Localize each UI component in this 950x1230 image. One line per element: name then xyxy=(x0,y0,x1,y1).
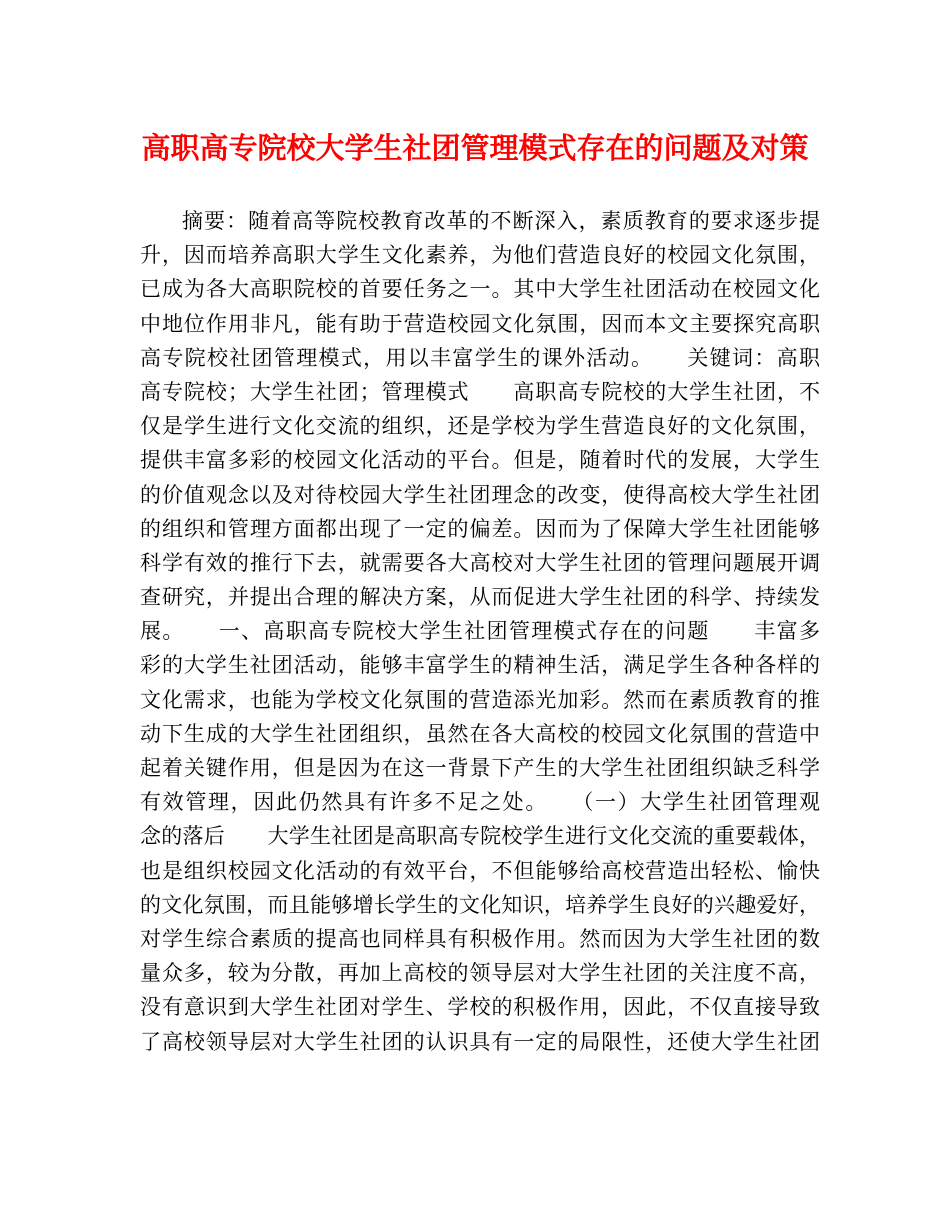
body-line: 念的落后 大学生社团是高职高专院校学生进行文化交流的重要载体， xyxy=(140,824,820,849)
body-line: 摘要：随着高等院校教育改革的不断深入，素质教育的要求逐步提 xyxy=(182,209,820,233)
body-line: 了高校领导层对大学生社团的认识具有一定的局限性，还使大学生社团 xyxy=(140,1029,820,1054)
body-line: 仅是学生进行文化交流的组织，还是学校为学生营造良好的文化氛围， xyxy=(140,414,820,439)
body-line: 彩的大学生社团活动，能够丰富学生的精神生活，满足学生各种各样的 xyxy=(140,653,820,678)
body-line: 文化需求，也能为学校文化氛围的营造添光加彩。然而在素质教育的推 xyxy=(140,687,820,712)
body-line: 的价值观念以及对待校园大学生社团理念的改变，使得高校大学生社团 xyxy=(140,482,820,507)
body-line: 的文化氛围，而且能够增长学生的文化知识，培养学生良好的兴趣爱好， xyxy=(140,892,820,917)
body-line: 提供丰富多彩的校园文化活动的平台。但是，随着时代的发展，大学生 xyxy=(140,448,820,473)
body-line: 量众多，较为分散，再加上高校的领导层对大学生社团的关注度不高， xyxy=(140,961,820,986)
body-line: 高专院校社团管理模式，用以丰富学生的课外活动。 关键词：高职 xyxy=(140,345,820,370)
body-line: 动下生成的大学生社团组织，虽然在各大高校的校园文化氛围的营造中 xyxy=(140,721,820,746)
body-line: 查研究，并提出合理的解决方案，从而促进大学生社团的科学、持续发 xyxy=(140,585,820,610)
document-body xyxy=(140,204,820,1059)
body-line: 科学有效的推行下去，就需要各大高校对大学生社团的管理问题展开调 xyxy=(140,550,820,575)
body-line: 对学生综合素质的提高也同样具有积极作用。然而因为大学生社团的数 xyxy=(140,926,820,951)
body-line: 起着关键作用，但是因为在这一背景下产生的大学生社团组织缺乏科学 xyxy=(140,756,820,780)
body-line: 有效管理，因此仍然具有许多不足之处。 （一）大学生社团管理观 xyxy=(140,790,820,815)
body-line: 中地位作用非凡，能有助于营造校园文化氛围，因而本文主要探究高职 xyxy=(140,311,820,336)
body-line: 展。 一、高职高专院校大学生社团管理模式存在的问题 丰富多 xyxy=(140,619,820,644)
body-line: 升，因而培养高职大学生文化素养，为他们营造良好的校园文化氛围， xyxy=(140,243,820,268)
body-line: 也是组织校园文化活动的有效平台，不但能够给高校营造出轻松、愉快 xyxy=(140,858,820,883)
body-line: 已成为各大高职院校的首要任务之一。其中大学生社团活动在校园文化 xyxy=(140,277,820,302)
document-title: 高职高专院校大学生社团管理模式存在的问题及对策 xyxy=(141,131,809,165)
body-line: 没有意识到大学生社团对学生、学校的积极作用，因此，不仅直接导致 xyxy=(140,995,820,1020)
body-line: 高专院校；大学生社团；管理模式 高职高专院校的大学生社团，不 xyxy=(140,379,820,404)
body-line: 的组织和管理方面都出现了一定的偏差。因而为了保障大学生社团能够 xyxy=(140,516,820,541)
